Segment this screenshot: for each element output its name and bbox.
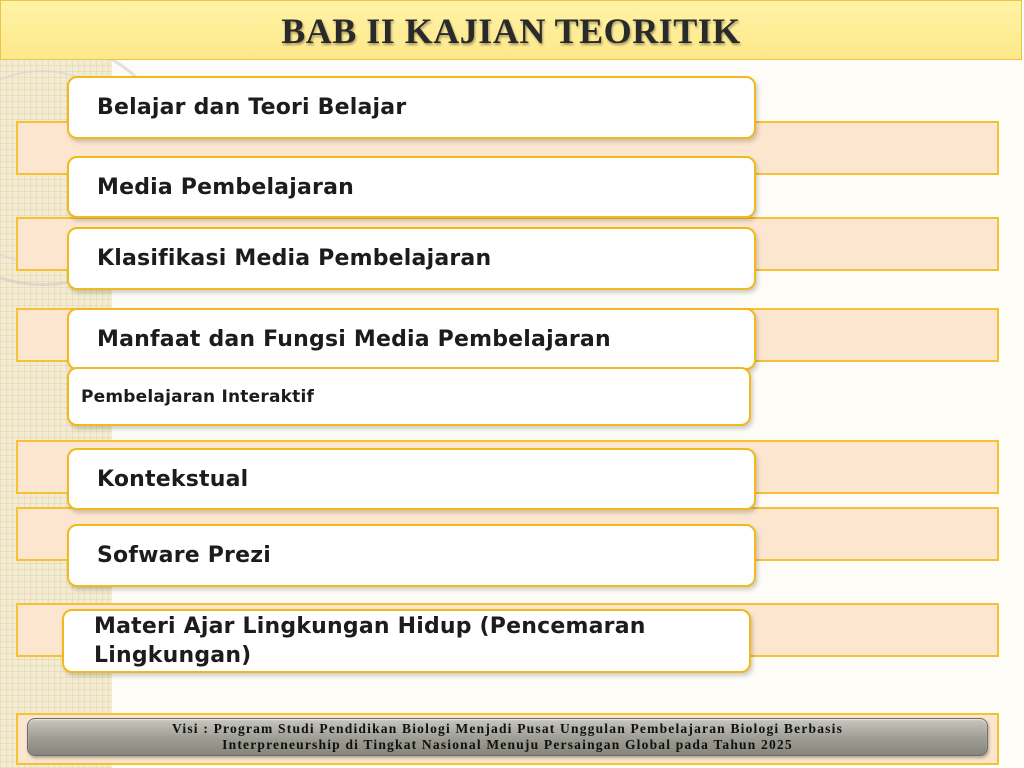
vision-banner bbox=[27, 718, 988, 756]
topic-label: Pembelajaran Interaktif bbox=[81, 386, 315, 407]
title-bar bbox=[0, 0, 1022, 60]
topic-label: Kontekstual bbox=[97, 466, 249, 492]
topic-label: Sofware Prezi bbox=[97, 543, 271, 568]
topic-item-belajar bbox=[67, 76, 756, 139]
vision-line2: Interpreneurship di Tingkat Nasional Menuju Persaingan Global pada Tahun 2025 bbox=[222, 737, 793, 752]
vision-line1: Visi : Program Studi Pendidikan Biologi Menjadi Pusat Unggulan Pembelajaran Biologi Berbasis bbox=[171, 721, 844, 736]
topic-item-interaktif bbox=[67, 367, 751, 426]
topic-label bbox=[64, 612, 646, 670]
topic-label-line2: Lingkungan) bbox=[94, 643, 252, 668]
topic-label: Manfaat dan Fungsi Media Pembelajaran bbox=[97, 326, 611, 352]
topic-item-kontekstual bbox=[67, 448, 756, 510]
topic-label: Klasifikasi Media Pembelajaran bbox=[97, 246, 492, 271]
slide-title: BAB II KAJIAN TEORITIK bbox=[281, 11, 741, 51]
topic-item-klasifikasi bbox=[67, 227, 756, 290]
topic-item-media bbox=[67, 156, 756, 218]
topic-label: Belajar dan Teori Belajar bbox=[97, 95, 407, 120]
topic-item-materi-ajar bbox=[62, 609, 751, 673]
topic-label: Media Pembelajaran bbox=[97, 174, 354, 200]
topic-label-line1: Materi Ajar Lingkungan Hidup (Pencemaran bbox=[94, 614, 646, 639]
topic-item-prezi bbox=[67, 524, 756, 587]
topic-item-manfaat bbox=[67, 308, 756, 370]
